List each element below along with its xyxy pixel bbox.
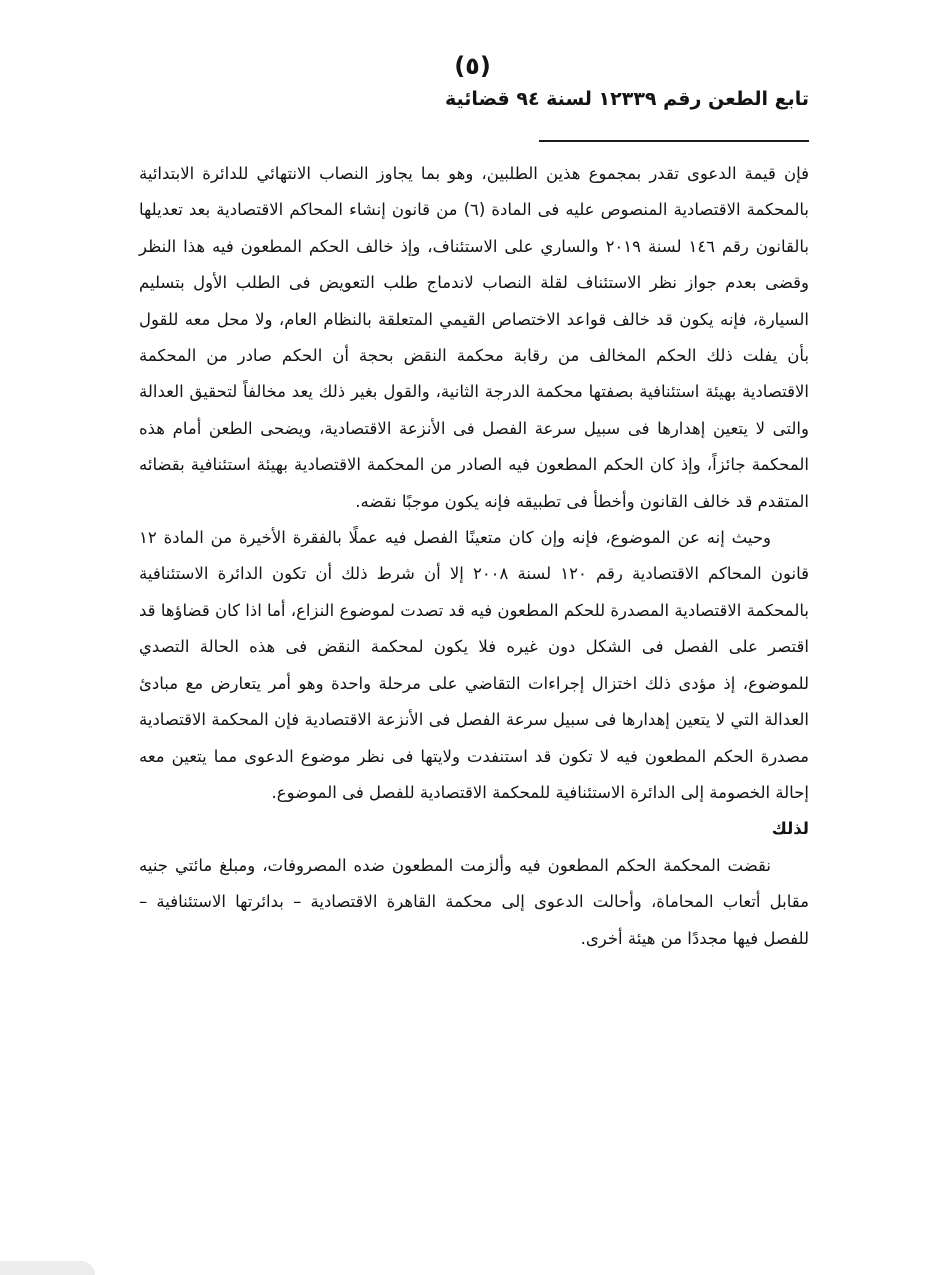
paragraph-2: وحيث إنه عن الموضوع، فإنه وإن كان متعينًا الفصل فيه عملًا بالفقرة الأخيرة من المادة ١٢ قانون المحاكم الاقتصادية رقم ١٢٠ لسنة ٢٠٠٨ إلا أن شرط ذلك أن تكون الدائرة الاستئنافية بالمحكمة الاقتصادية المصدرة للحكم المطعون فيه قد تصدت لموضوع النزاع، أما اذا كان قضاؤها قد اقتصر على الفصل فى الشكل دون غيره فلا يكون لمحكمة النقض فى هذه الحالة التصدي للموضوع، إذ مؤدى ذلك اختزال إجراءات التقاضي على مرحلة واحدة وهو أمر يتعارض مع مبادئ العدالة التي لا يتعين إهدارها فى سبيل سرعة الفصل فى الأنزعة الاقتصادية فإن المحكمة الاقتصادية مصدرة الحكم المطعون فيه لا تكون قد استنفدت ولايتها فى نظر موضوع الدعوى مما يتعين معه إحالة الخصومة إلى الدائرة الاستئنافية للمحكمة الاقتصادية للفصل فى الموضوع. bbox=[139, 528, 809, 802]
ruling-paragraph: نقضت المحكمة الحكم المطعون فيه وألزمت المطعون ضده المصروفات، ومبلغ مائتي جنيه مقابل أتعاب المحاماة، وأحالت الدعوى إلى محكمة القاهرة الاقتصادية – بدائرتها الاستئنافية – للفصل فيها مجددًا من هيئة أخرى. bbox=[139, 855, 809, 948]
case-header: تابع الطعن رقم ١٢٣٣٩ لسنة ٩٤ قضائية bbox=[445, 88, 809, 110]
paragraph-1: فإن قيمة الدعوى تقدر بمجموع هذين الطلبين، وهو بما يجاوز النصاب الانتهائي للدائرة الابتدائية بالمحكمة الاقتصادية المنصوص عليه فى المادة (٦) من قانون إنشاء المحاكم الاقتصادية بعد تعديلها بالقانون رقم ١٤٦ لسنة ٢٠١٩ والساري على الاستئناف، وإذ خالف الحكم المطعون فيه هذا النظر وقضى بعدم جواز نظر الاستئناف لقلة النصاب لاندماج طلب التعويض فى الطلب الأول بتسليم السيارة، فإنه يكون قد خالف قواعد الاختصاص القيمي المتعلقة بالنظام العام، ولا محل معه للقول بأن يفلت ذلك الحكم المخالف من رقابة محكمة النقض بحجة أن الحكم صادر من المحكمة الاقتصادية بهيئة استئنافية بصفتها محكمة الدرجة الثانية، والقول بغير ذلك يعد مخالفاً لتحقيق العدالة والتى لا يتعين إهدارها فى سبيل سرعة الفصل فى الأنزعة الاقتصادية، ويضحى الطعن أمام هذه المحكمة جائزاً، وإذ كان الحكم المطعون فيه الصادر من المحكمة الاقتصادية بهيئة استئنافية بقضائه المتقدم قد خالف القانون وأخطأ فى تطبيقه فإنه يكون موجبًا نقضه. bbox=[139, 164, 809, 511]
header-divider bbox=[539, 140, 809, 142]
section-title: لذلك bbox=[771, 819, 809, 839]
document-body bbox=[139, 156, 809, 957]
page-number: (٥) bbox=[454, 52, 491, 80]
page-corner-mark bbox=[0, 1261, 95, 1275]
